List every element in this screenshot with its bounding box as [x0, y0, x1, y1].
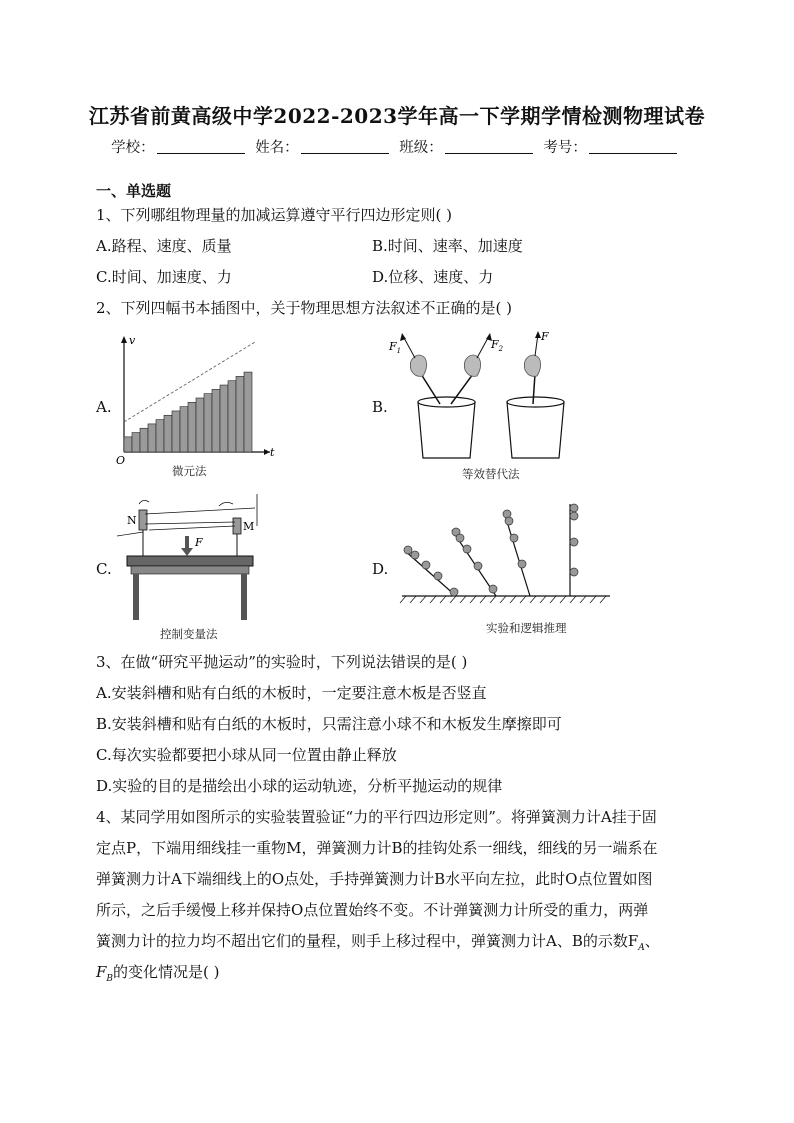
q2-label-a: A. [96, 398, 112, 416]
q4-line-5-sub: A [638, 943, 645, 953]
label-f: F [541, 330, 549, 343]
q4-line-5 [96, 930, 660, 953]
rotation-arrow-m [219, 502, 233, 506]
table-leg-left [133, 574, 139, 620]
bar [148, 424, 156, 452]
ground-hatch [400, 596, 606, 603]
bar [220, 385, 228, 452]
q3-stem: 3、在做“研究平抛运动”的实验时，下列说法错误的是( ) [96, 653, 468, 671]
class-blank [445, 139, 533, 154]
bar [196, 398, 204, 452]
bar [212, 389, 220, 452]
q1-option-b: B.时间、速率、加速度 [372, 237, 523, 255]
bar [204, 394, 212, 452]
q2-label-b: B. [372, 398, 388, 416]
q2-label-d: D. [372, 560, 389, 578]
q4-line-4: 所示，之后手缓慢上移并保持O点位置始终不变。不计弹簧测力计所受的重力，两弹 [96, 901, 649, 919]
q4-line-6-sub: B [106, 974, 114, 984]
bar [244, 372, 252, 452]
bar [228, 381, 236, 452]
bar [132, 433, 140, 452]
figure-control-variable [115, 492, 275, 627]
q4-line-6-text: 的变化情况是( ) [113, 963, 220, 981]
figure-equivalent-substitution [385, 328, 565, 468]
bar [172, 411, 180, 452]
q1-option-a: A.路程、速度、质量 [96, 237, 232, 255]
q1-option-d: D.位移、速度、力 [372, 268, 494, 286]
q1-option-c: C.时间、加速度、力 [96, 268, 232, 286]
q4-line-5-end: 、 [644, 932, 660, 950]
table-top [127, 556, 253, 566]
right-bucket [507, 402, 564, 458]
caption-b: 等效替代法 [462, 467, 520, 481]
rotation-arrow-n [139, 500, 149, 504]
left-hand-1 [410, 355, 426, 376]
q1-stem: 1、下列哪组物理量的加减运算遵守平行四边形定则( ) [96, 206, 453, 224]
student-info-row [0, 136, 794, 157]
label-f1-main: F [389, 340, 397, 353]
left-bucket [418, 402, 475, 458]
left-bucket-rim [418, 397, 475, 407]
q2-label-c: C. [96, 560, 112, 578]
q2-stem: 2、下列四幅书本插图中，关于物理思想方法叙述不正确的是( ) [96, 299, 513, 317]
bar [188, 402, 196, 452]
axis-label-origin: O [116, 454, 126, 467]
figure-experiment-logic [400, 500, 612, 610]
right-bucket-rim [507, 397, 564, 407]
label-f1-sub: 1 [396, 347, 402, 355]
force-arrow-head [181, 548, 193, 556]
right-hand [524, 355, 540, 376]
force-arrow-shaft [185, 536, 189, 548]
axis-label-v: v [129, 334, 136, 347]
light-ray-in [117, 532, 143, 536]
label-f2 [490, 338, 504, 353]
bar [180, 407, 188, 452]
q3-option-c: C.每次实验都要把小球从同一位置由静止释放 [96, 746, 397, 764]
light-ray-3 [149, 526, 235, 530]
label-f2-sub: 2 [498, 345, 504, 353]
section-heading: 一、单选题 [96, 182, 172, 200]
bar [236, 376, 244, 452]
label-m: M [243, 520, 255, 533]
caption-c: 控制变量法 [160, 627, 218, 641]
caption-d: 实验和逻辑推理 [486, 621, 567, 635]
q3-option-d: D.实验的目的是描绘出小球的运动轨迹，分析平抛运动的规律 [96, 777, 503, 795]
light-ray-2 [145, 522, 235, 524]
school-blank [157, 139, 245, 154]
table-apron [131, 566, 249, 574]
balls [404, 504, 578, 596]
page-title: 江苏省前黄高级中学2022-2023学年高一下学期学情检测物理试卷 [88, 104, 706, 128]
light-ray-1 [145, 508, 255, 514]
name-label: 姓名： [255, 140, 299, 156]
axis-label-t: t [270, 446, 275, 459]
q4-line-2: 定点P，下端用细线挂一重物M，弹簧测力计B的挂钩处系一细线，细线的另一端系在 [96, 839, 658, 857]
q3-option-a: A.安装斜槽和贴有白纸的木板时，一定要注意木板是否竖直 [96, 684, 487, 702]
caption-a: 微元法 [172, 464, 207, 478]
number-label: 考号： [543, 140, 587, 156]
number-blank [589, 139, 677, 154]
figure-micro-element-chart [110, 332, 280, 467]
mirror-n [139, 510, 147, 530]
q3-option-b: B.安装斜槽和贴有白纸的木板时，只需注意小球不和木板发生摩擦即可 [96, 715, 562, 733]
label-n: N [127, 514, 137, 527]
bar [164, 415, 172, 452]
y-axis-arrow [121, 336, 127, 343]
label-f2-main: F [491, 338, 499, 351]
q4-line-6-f: F [96, 963, 107, 981]
class-label: 班级： [399, 140, 443, 156]
q4-line-5-text: 簧测力计的拉力均不超出它们的量程，则手上移过程中，弹簧测力计A、B的示数F [96, 932, 639, 950]
label-f1 [388, 340, 401, 355]
label-force: F [195, 536, 203, 549]
bars-group [124, 372, 252, 452]
q4-line-3: 弹簧测力计A下端细线上的O点处，手持弹簧测力计B水平向左拉，此时O点位置如图 [96, 870, 653, 888]
q4-line-6 [96, 961, 220, 984]
name-blank [301, 139, 389, 154]
table-leg-right [241, 574, 247, 620]
left-hand-2 [464, 355, 480, 376]
bar [124, 437, 132, 452]
bar [140, 428, 148, 452]
q4-line-1: 4、某同学用如图所示的实验装置验证“力的平行四边形定则”。将弹簧测力计A挂于固 [96, 808, 657, 826]
school-label: 学校： [111, 140, 155, 156]
bar [156, 420, 164, 452]
